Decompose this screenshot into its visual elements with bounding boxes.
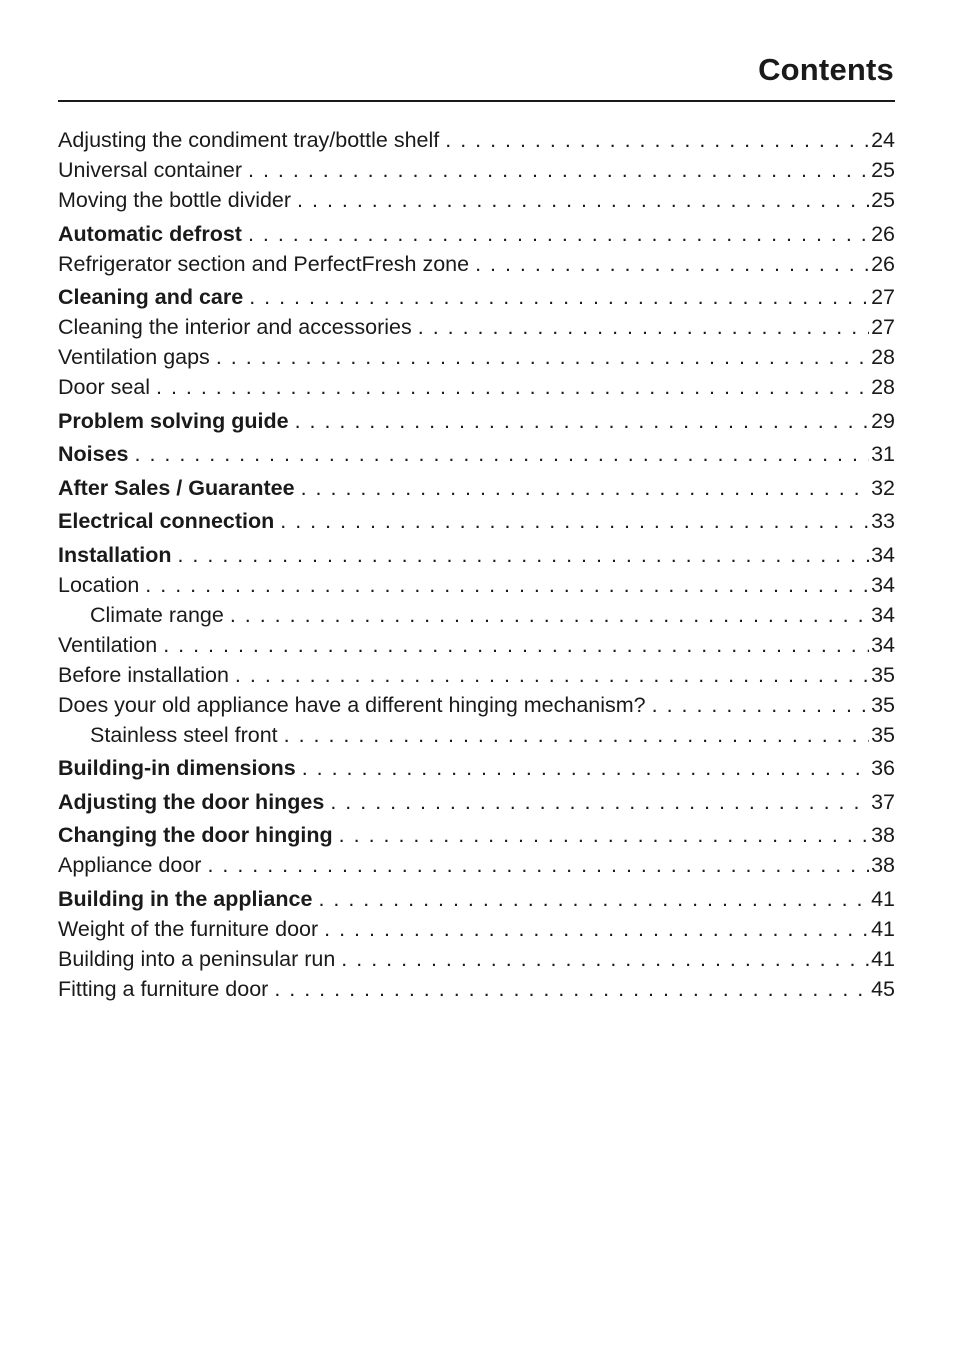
toc-entry-label: Cleaning the interior and accessories: [58, 315, 412, 339]
toc-entry[interactable]: [58, 570, 895, 600]
toc-entry-label: Moving the bottle divider: [58, 188, 292, 212]
toc-entry[interactable]: [58, 155, 895, 185]
toc-entry-label: Refrigerator section and PerfectFresh zone: [58, 251, 470, 276]
toc-entry[interactable]: [58, 914, 895, 944]
dot-leader: [248, 219, 869, 249]
dot-leader: [207, 850, 869, 880]
toc-entry-page-number: 34: [871, 572, 895, 597]
toc-entry-page-number: 27: [871, 285, 895, 309]
toc-entry[interactable]: [58, 219, 895, 249]
toc-entry[interactable]: [58, 249, 895, 279]
toc-entry[interactable]: [58, 720, 895, 750]
toc-entry[interactable]: [58, 125, 895, 155]
toc-entry-page-number: 29: [871, 408, 895, 433]
toc-entry-label: Appliance door: [58, 853, 202, 877]
toc-entry-page-number: 41: [871, 946, 895, 971]
toc-entry[interactable]: [58, 974, 895, 1004]
dot-leader: [249, 282, 869, 312]
toc-entry[interactable]: [58, 690, 895, 720]
toc-entry-label: Adjusting the condiment tray/bottle shelf: [58, 128, 440, 152]
dot-leader: [330, 787, 869, 817]
dot-leader: [135, 439, 870, 469]
dot-leader: [216, 342, 869, 372]
dot-leader: [652, 690, 869, 720]
toc-entry-label: Electrical connection: [58, 509, 275, 533]
toc-entry[interactable]: [58, 282, 895, 312]
toc-entry[interactable]: [58, 439, 895, 469]
toc-entry-page-number: 26: [871, 221, 895, 246]
dot-leader: [418, 312, 869, 342]
toc-entry-page-number: 27: [871, 315, 895, 339]
toc-entry-page-number: 36: [871, 756, 895, 780]
toc-entry-page-number: 28: [871, 375, 895, 399]
toc-entry-label: Fitting a furniture door: [58, 976, 269, 1001]
table-of-contents: [58, 125, 895, 1004]
toc-entry-page-number: 41: [871, 886, 895, 911]
toc-entry-label: Ventilation: [58, 632, 158, 657]
toc-entry-label: Climate range: [90, 602, 224, 627]
toc-entry-page-number: 31: [871, 442, 895, 466]
dot-leader: [339, 820, 869, 850]
toc-entry-page-number: 38: [871, 823, 895, 847]
toc-entry-page-number: 35: [871, 662, 895, 687]
toc-entry-label: Automatic defrost: [58, 221, 242, 246]
toc-entry-label: Adjusting the door hinges: [58, 789, 325, 814]
toc-entry[interactable]: [58, 372, 895, 402]
toc-entry[interactable]: [58, 473, 895, 503]
toc-entry-page-number: 37: [871, 789, 895, 814]
dot-leader: [177, 540, 869, 570]
toc-entry-page-number: 35: [871, 692, 895, 717]
toc-entry-label: Changing the door hinging: [58, 823, 333, 847]
toc-entry[interactable]: [58, 884, 895, 914]
toc-entry-label: Stainless steel front: [90, 722, 278, 747]
toc-entry-page-number: 34: [871, 632, 895, 657]
toc-entry-page-number: 41: [871, 916, 895, 941]
toc-entry-page-number: 38: [871, 853, 895, 877]
toc-entry-page-number: 34: [871, 542, 895, 567]
title-divider: [58, 100, 895, 102]
toc-entry[interactable]: [58, 753, 895, 783]
toc-entry[interactable]: [58, 506, 895, 536]
toc-entry-label: Cleaning and care: [58, 285, 244, 309]
toc-entry[interactable]: [58, 600, 895, 630]
dot-leader: [284, 720, 869, 750]
toc-entry-label: Location: [58, 572, 140, 597]
dot-leader: [145, 570, 869, 600]
dot-leader: [475, 249, 869, 279]
dot-leader: [324, 914, 869, 944]
dot-leader: [156, 372, 869, 402]
toc-entry[interactable]: [58, 944, 895, 974]
toc-entry-page-number: 25: [871, 188, 895, 212]
toc-entry-label: Ventilation gaps: [58, 345, 210, 369]
toc-entry-page-number: 28: [871, 345, 895, 369]
toc-entry[interactable]: [58, 630, 895, 660]
toc-entry-label: Building into a peninsular run: [58, 946, 336, 971]
toc-entry-label: Building in the appliance: [58, 886, 313, 911]
toc-entry[interactable]: [58, 342, 895, 372]
toc-entry-label: Noises: [58, 442, 129, 466]
toc-entry-label: Building-in dimensions: [58, 756, 296, 780]
dot-leader: [248, 155, 869, 185]
toc-entry[interactable]: [58, 660, 895, 690]
toc-entry-page-number: 34: [871, 602, 895, 627]
toc-entry-label: After Sales / Guarantee: [58, 475, 295, 500]
toc-entry-page-number: 26: [871, 251, 895, 276]
dot-leader: [295, 406, 870, 436]
toc-entry-label: Weight of the furniture door: [58, 916, 319, 941]
dot-leader: [235, 660, 869, 690]
toc-entry[interactable]: [58, 820, 895, 850]
dot-leader: [163, 630, 869, 660]
toc-entry[interactable]: [58, 185, 895, 215]
dot-leader: [297, 185, 869, 215]
toc-entry[interactable]: [58, 540, 895, 570]
toc-entry-page-number: 25: [871, 158, 895, 182]
toc-entry-label: Installation: [58, 542, 172, 567]
toc-entry-page-number: 24: [871, 128, 895, 152]
toc-entry-page-number: 33: [871, 509, 895, 533]
toc-entry[interactable]: [58, 850, 895, 880]
toc-entry[interactable]: [58, 406, 895, 436]
toc-entry[interactable]: [58, 787, 895, 817]
dot-leader: [445, 125, 869, 155]
toc-entry-page-number: 32: [871, 475, 895, 500]
dot-leader: [230, 600, 869, 630]
dot-leader: [318, 884, 869, 914]
dot-leader: [341, 944, 869, 974]
toc-entry-page-number: 35: [871, 722, 895, 747]
toc-entry-page-number: 45: [871, 976, 895, 1001]
toc-entry[interactable]: [58, 312, 895, 342]
dot-leader: [280, 506, 869, 536]
toc-entry-label: Does your old appliance have a different hinging mechanism?: [58, 692, 646, 717]
toc-entry-label: Problem solving guide: [58, 408, 289, 433]
dot-leader: [301, 473, 869, 503]
toc-entry-label: Before installation: [58, 662, 229, 687]
dot-leader: [274, 974, 869, 1004]
page-title: Contents: [758, 52, 894, 87]
toc-entry-label: Universal container: [58, 158, 243, 182]
dot-leader: [302, 753, 869, 783]
toc-entry-label: Door seal: [58, 375, 151, 399]
